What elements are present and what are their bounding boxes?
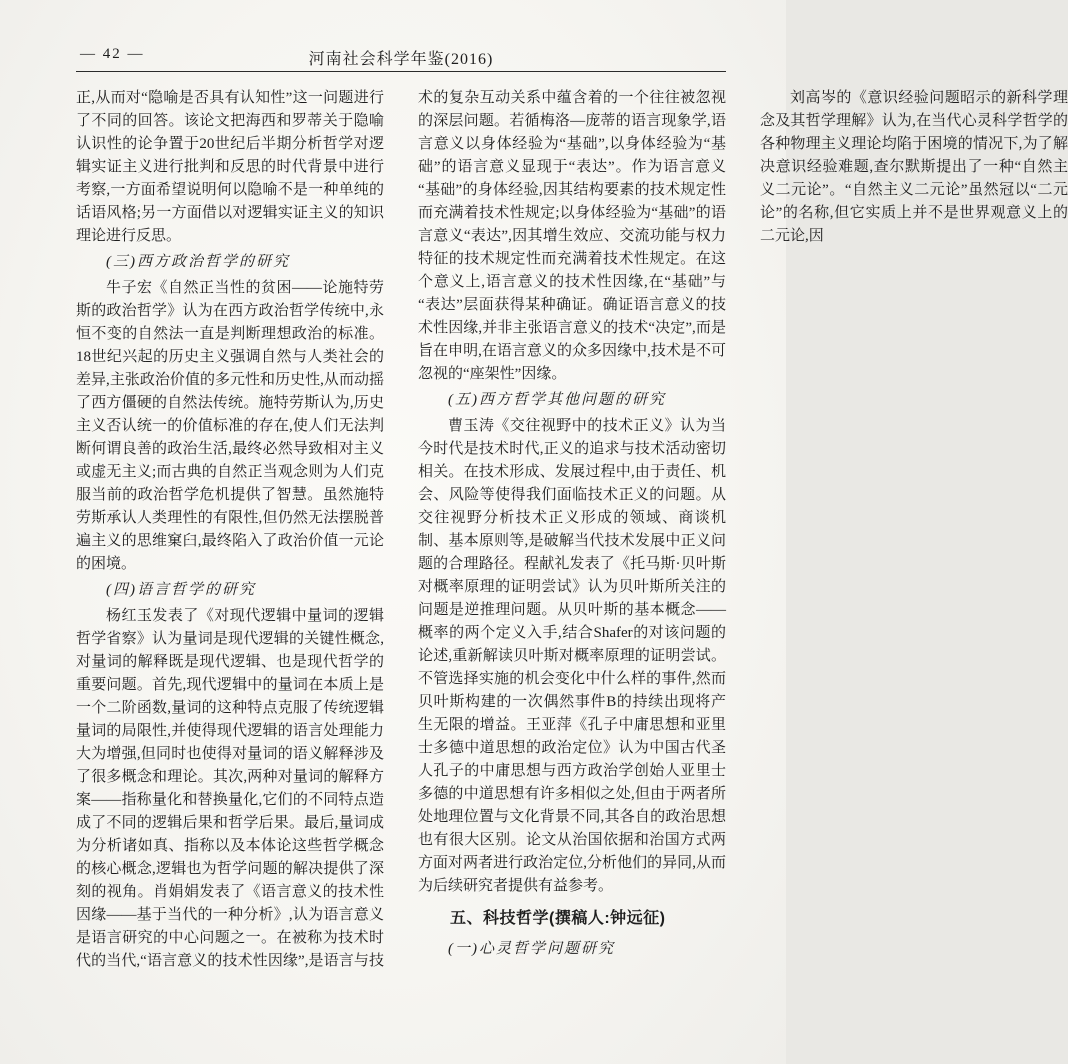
journal-title: 河南社会科学年鉴(2016) bbox=[308, 51, 494, 68]
paragraph: 正,从而对“隐喻是否具有认知性”这一问题进行了不同的回答。该论文把海西和罗蒂关于隐喻认识性的论争置于20世纪后半期分析哲学对逻辑实证主义进行批判和反思的时代背景中进行考察,一方面希望说明何以隐喻不是一种单纯的话语风格;另一方面借以对逻辑实证主义的知识理论进行反思。 bbox=[76, 90, 384, 244]
article-body bbox=[76, 87, 1068, 991]
subsection-heading-philosophy-of-mind: (一)心灵哲学问题研究 bbox=[448, 941, 615, 957]
section-heading-philosophy-of-science-technology: 五、科技哲学(撰稿人:钟远征) bbox=[450, 910, 666, 927]
paragraph: 曹玉涛《交往视野中的技术正义》认为当今时代是技术时代,正义的追求与技术活动密切相关。在技术形成、发展过程中,由于责任、机会、风险等使得我们面临技术正义的问题。从交往视野分析技术正义形成的领域、商谈机制、基本原则等,是破解当代技术发展中正义问题的合理路径。程献礼发表了《托马斯·贝叶斯对概率原理的证明尝试》认为贝叶斯所关注的问题是逆推理问题。从贝叶斯的基本概念——概率的两个定义入手,结合Shafer的对该问题的论述,重新解读贝叶斯对概率原理的证明尝试。不管选择实施的机会变化中什么样的事件,然而贝叶斯构建的一次偶然事件B的持续出现将产生无限的增益。王亚萍《孔子中庸思想和亚里士多德中道思想的政治定位》认为中国古代圣人孔子的中庸思想与西方政治学创始人亚里士多德的中道思想有许多相似之处,但由于两者所处地理位置与文化背景不同,其各自的政治思想也有很大区别。论文从治国依据和治国方式两方面对两者进行政治定位,分析他们的异同,从而为后续研究者提供有益参考。 bbox=[418, 418, 726, 894]
page-header bbox=[76, 46, 726, 68]
paragraph: 杨红玉发表了《对现代逻辑中量词的逻辑哲学省察》认为量词是现代逻辑的关键性概念,对量词的解释既是现代逻辑、也是现代哲学的重要问题。首先,现代逻辑中的量词在本质上是一个二阶函数,量词的这种特点克服了传统逻辑量词的局限性,并使得现代逻辑的语言处理能力大为增强,但同时也使得对量词的语义解释涉及了很多概念和理论。其次,两种对量词的解释方案——指称量化和替换量化,它们的不同特点造成了不同的逻辑后果和哲学后果。最后,量词成为分析诸如真、指称以及本体论这些哲学概念的核心概念,逻辑也为哲学问题的解决提供了深刻的视角。肖娟娟发表了《语言意义的技术性因缘——基于当代的一种分析》,认为语言意义是语言研究的中心问题之一。在被称为技术时代的当代,“语言意义的技术性因缘”,是语言与技术的复杂互动关系中蕴含着的一个往往被忽视的深层问题。若循梅洛—庞蒂的语言现象学,语言意义以身体经验为“基础”,以身体经验为“基础”的语言意义显现于“表达”。作为语言意义“基础”的身体经验,因其结构要素的技术规定性而充满着技术性规定;以身体经验为“基础”的语言意义“表达”,因其增生效应、交流功能与权力特征的技术规定性而充满着技术性规定。在这个意义上,语言意义的技术性因缘,在“基础”与“表达”层面获得某种确证。确证语言意义的技术性因缘,并非主张语言意义的技术“决定”,而是旨在申明,在语言意义的众多因缘中,技术是不可忽视的“座架性”因缘。 bbox=[76, 90, 726, 969]
subsection-heading-western-political-philosophy: (三)西方政治哲学的研究 bbox=[106, 254, 290, 270]
header-rule bbox=[76, 71, 726, 72]
paragraph: 牛子宏《自然正当性的贫困——论施特劳斯的政治哲学》认为在西方政治哲学传统中,永恒不变的自然法一直是判断理想政治的标准。18世纪兴起的历史主义强调自然与人类社会的差异,主张政治价值的多元性和历史性,从而动摇了西方僵硬的自然法传统。施特劳斯认为,历史主义否认统一的价值标准的存在,使人们无法判断何谓良善的政治生活,最终必然导致相对主义或虚无主义;而古典的自然正当观念则为人们克服当前的政治哲学危机提供了智慧。虽然施特劳斯承认人类理性的有限性,但仍然无法摆脱普遍主义的思维窠臼,最终陷入了政治价值一元论的困境。 bbox=[76, 280, 384, 572]
page-number: — 42 — bbox=[80, 46, 145, 62]
paragraph: 刘高岑的《意识经验问题昭示的新科学理念及其哲学理解》认为,在当代心灵科学哲学的各种物理主义理论均陷于困境的情况下,为了解决意识经验难题,查尔默斯提出了一种“自然主义二元论”。“自然主义二元论”虽然冠以“二元论”的名称,但它实质上并不是世界观意义上的二元论,因 bbox=[760, 90, 1068, 244]
subsection-heading-other-issues-western-philosophy: (五)西方哲学其他问题的研究 bbox=[448, 392, 666, 408]
subsection-heading-philosophy-of-language: (四)语言哲学的研究 bbox=[106, 582, 256, 598]
